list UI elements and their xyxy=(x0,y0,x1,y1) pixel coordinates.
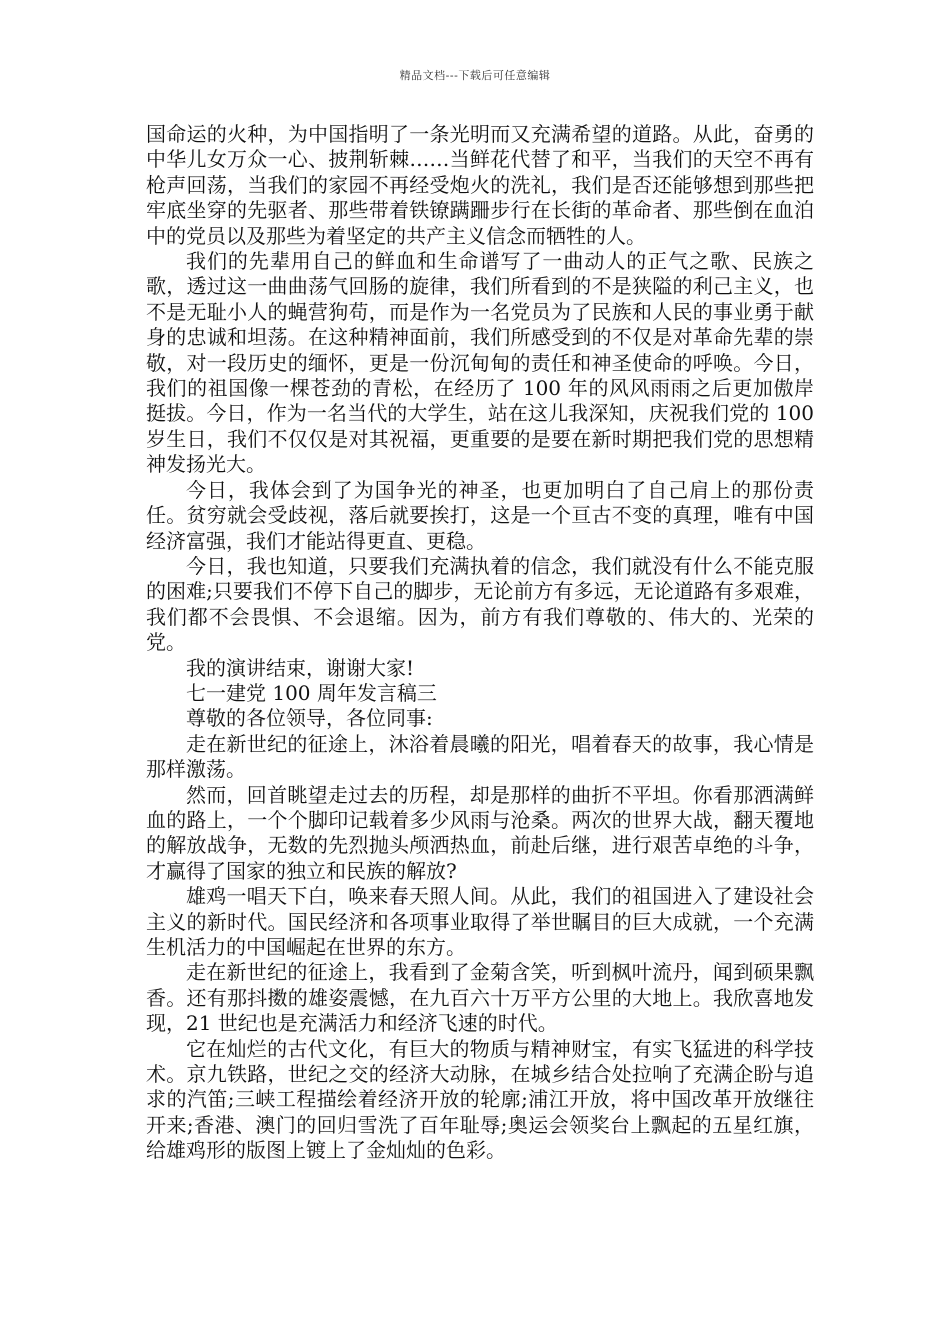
document-body xyxy=(146,122,814,1164)
section-title: 七一建党 100 周年发言稿三 xyxy=(186,680,437,705)
paragraph-2: 我们的先辈用自己的鲜血和生命谱写了一曲动人的正气之歌、民族之歌，透过这一曲曲荡气回肠的旋律，我们所看到的不是狭隘的利己主义，也不是无耻小人的蝇营狗苟，而是作为一名党员为了民族和人民的事业勇于献身的忠诚和坦荡。在这种精神面前，我们所感受到的不仅是对革命先辈的崇敬，对一段历史的缅怀，更是一份沉甸甸的责任和神圣使命的呼唤。今日，我们的祖国像一棵苍劲的青松，在经历了 100 年的风风雨雨之后更加傲岸挺拔。今日，作为一名当代的大学生，站在这儿我深知，庆祝我们党的 100 岁生日，我们不仅仅是对其祝福，更重要的是要在新时期把我们党的思想精神发扬光大。 xyxy=(146,249,814,477)
paragraph-12: 它在灿烂的古代文化，有巨大的物质与精神财宝，有实飞猛进的科学技术。京九铁路，世纪之交的经济大动脉，在城乡结合处拉响了充满企盼与追求的汽笛;三峡工程描绘着经济开放的轮廓;浦江开放，将中国改革开放继往开来;香港、澳门的回归雪洗了百年耻辱;奥运会领奖台上飘起的五星红旗，给雄鸡形的版图上镀上了金灿灿的色彩。 xyxy=(146,1036,814,1163)
paragraph-1: 国命运的火种，为中国指明了一条光明而又充满希望的道路。从此，奋勇的中华儿女万众一心、披荆斩棘……当鲜花代替了和平，当我们的天空不再有枪声回荡，当我们的家园不再经受炮火的洗礼，我们是否还能够想到那些把牢底坐穿的先驱者、那些带着铁镣蹒跚步行在长街的革命者、那些倒在血泊中的党员以及那些为着坚定的共产主义信念而牺牲的人。 xyxy=(146,122,814,248)
paragraph-4: 今日，我也知道，只要我们充满执着的信念，我们就没有什么不能克服的困难;只要我们不停下自己的脚步，无论前方有多远，无论道路有多艰难，我们都不会畏惧、不会退缩。因为，前方有我们尊敬的、伟大的、光荣的党。 xyxy=(146,553,814,655)
paragraph-8: 走在新世纪的征途上，沐浴着晨曦的阳光，唱着春天的故事，我心情是那样激荡。 xyxy=(146,731,814,782)
page-header: 精品文档---下载后可任意编辑 xyxy=(399,69,551,82)
paragraph-11: 走在新世纪的征途上，我看到了金菊含笑，听到枫叶流丹，闻到硕果飘香。还有那抖擞的雄姿震憾，在九百六十万平方公里的大地上。我欣喜地发现，21 世纪也是充满活力和经济飞速的时代。 xyxy=(146,960,814,1036)
paragraph-3: 今日，我体会到了为国争光的神圣，也更加明白了自己肩上的那份责任。贫穷就会受歧视，落后就要挨打，这是一个亘古不变的真理，唯有中国经济富强，我们才能站得更直、更稳。 xyxy=(146,477,814,553)
paragraph-9: 然而，回首眺望走过去的历程，却是那样的曲折不平坦。你看那洒满鲜血的路上，一个个脚印记载着多少风雨与沧桑。两次的世界大战，翻天覆地的解放战争，无数的先烈抛头颅洒热血，前赴后继，进行艰苦卓绝的斗争，才赢得了国家的独立和民族的解放? xyxy=(146,782,814,883)
closing-line: 我的演讲结束，谢谢大家! xyxy=(186,655,415,680)
paragraph-10: 雄鸡一唱天下白，唤来春天照人间。从此，我们的祖国进入了建设社会主义的新时代。国民经济和各项事业取得了举世瞩目的巨大成就，一个充满生机活力的中国崛起在世界的东方。 xyxy=(146,884,814,959)
salutation: 尊敬的各位领导，各位同事: xyxy=(186,706,433,731)
